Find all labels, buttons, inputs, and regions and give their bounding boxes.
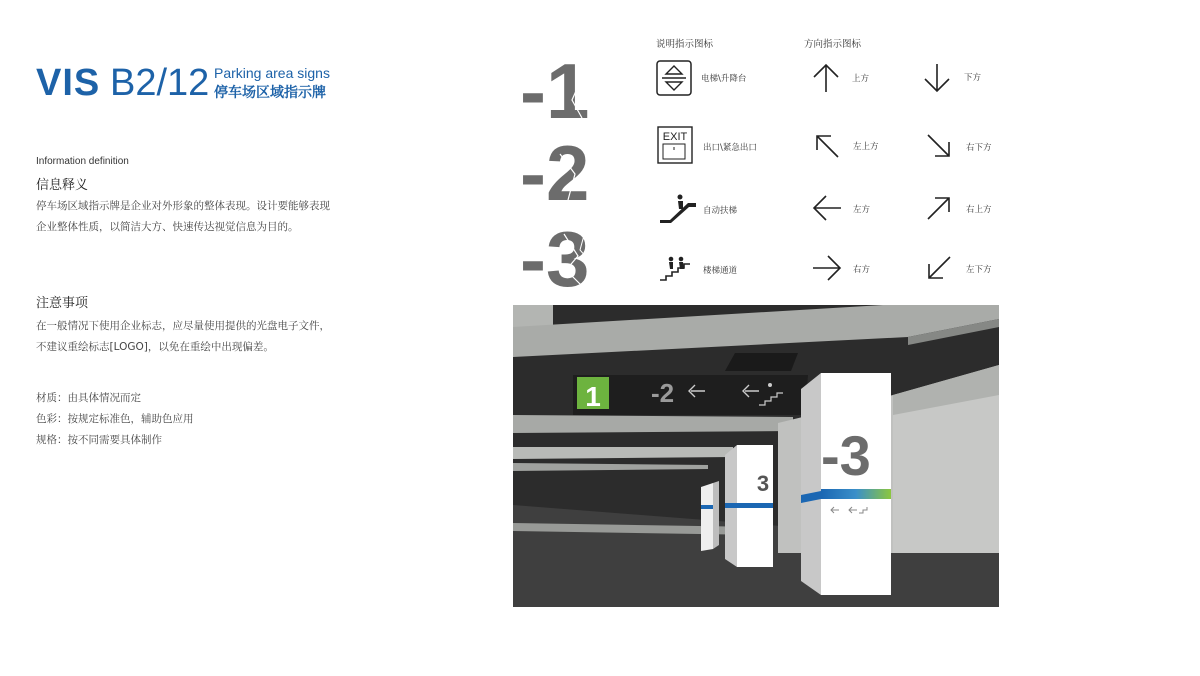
notice-line: 不建议重绘标志[LOGO]，以免在重绘中出现偏差。: [36, 341, 274, 353]
spec-size: 规格：按不同需要具体制作: [36, 434, 162, 446]
svg-text:EXIT: EXIT: [662, 131, 688, 143]
svg-text:3: 3: [756, 471, 770, 496]
notice-line: 在一般情况下使用企业标志，应尽量使用提供的光盘电子文件，: [36, 320, 330, 332]
arrow-down-right-label: 右下方: [966, 143, 992, 153]
vis-label: VIS: [36, 62, 101, 104]
direction-icons-title: 方向指示图标: [804, 39, 862, 50]
stairs-label: 楼梯通道: [703, 266, 738, 276]
info-line: 停车场区域指示牌是企业对外形象的整体表现。设计要能够表现: [36, 200, 330, 212]
svg-text:-3: -3: [520, 220, 590, 292]
notice-paragraph: [36, 316, 330, 358]
exit-label: 出口\紧急出口: [703, 143, 757, 153]
title-cn: 停车场区域指示牌: [214, 85, 326, 101]
explain-icons-title: 说明指示图标: [656, 39, 714, 50]
arrow-down-icon: [921, 62, 953, 94]
arrow-down-label: 下方: [964, 73, 982, 83]
escalator-icon: [658, 193, 698, 223]
info-label-en: Information definition: [36, 156, 129, 167]
arrow-up-right-label: 右上方: [966, 205, 992, 215]
elevator-icon: [656, 60, 692, 96]
stairs-icon: [660, 256, 694, 282]
arrow-up-left-icon: [814, 133, 840, 159]
arrow-up-icon: [810, 62, 842, 94]
exit-icon: [657, 126, 693, 164]
arrow-down-left-icon: [926, 255, 952, 281]
elevator-label: 电梯\升降台: [701, 74, 747, 84]
arrow-up-left-label: 左上方: [853, 142, 879, 152]
svg-text:-1: -1: [520, 52, 590, 124]
specs-list: [36, 388, 194, 451]
arrow-right-icon: [811, 252, 843, 284]
hanging-sign-mid: -2: [651, 378, 675, 408]
arrow-up-label: 上方: [852, 74, 870, 84]
notice-heading: 注意事项: [36, 296, 89, 311]
info-line: 企业整体性质，以简洁大方、快速传达视觉信息为目的。: [36, 221, 299, 233]
floor-number-2: [520, 134, 606, 206]
arrow-left-icon: [811, 192, 843, 224]
escalator-label: 自动扶梯: [703, 206, 738, 216]
arrow-down-left-label: 左下方: [966, 265, 992, 275]
pillar-floor-number: -3: [821, 424, 871, 487]
parking-scene-illustration: [513, 305, 999, 607]
info-heading: 信息释义: [36, 178, 89, 193]
arrow-left-label: 左方: [853, 205, 871, 215]
spec-material: 材质：由具体情况而定: [36, 392, 141, 404]
arrow-right-label: 右方: [853, 265, 871, 275]
arrow-down-right-icon: [926, 133, 952, 159]
svg-text:-2: -2: [520, 134, 590, 206]
floor-number-3: [520, 220, 606, 292]
title-en: Parking area signs: [214, 65, 330, 81]
arrow-up-right-icon: [926, 195, 952, 221]
spec-color: 色彩：按规定标准色，辅助色应用: [36, 413, 194, 425]
hanging-sign-floor: 1: [585, 381, 601, 412]
floor-number-1: [520, 52, 606, 124]
page-code: B2/12: [110, 62, 210, 104]
info-paragraph: [36, 196, 330, 238]
